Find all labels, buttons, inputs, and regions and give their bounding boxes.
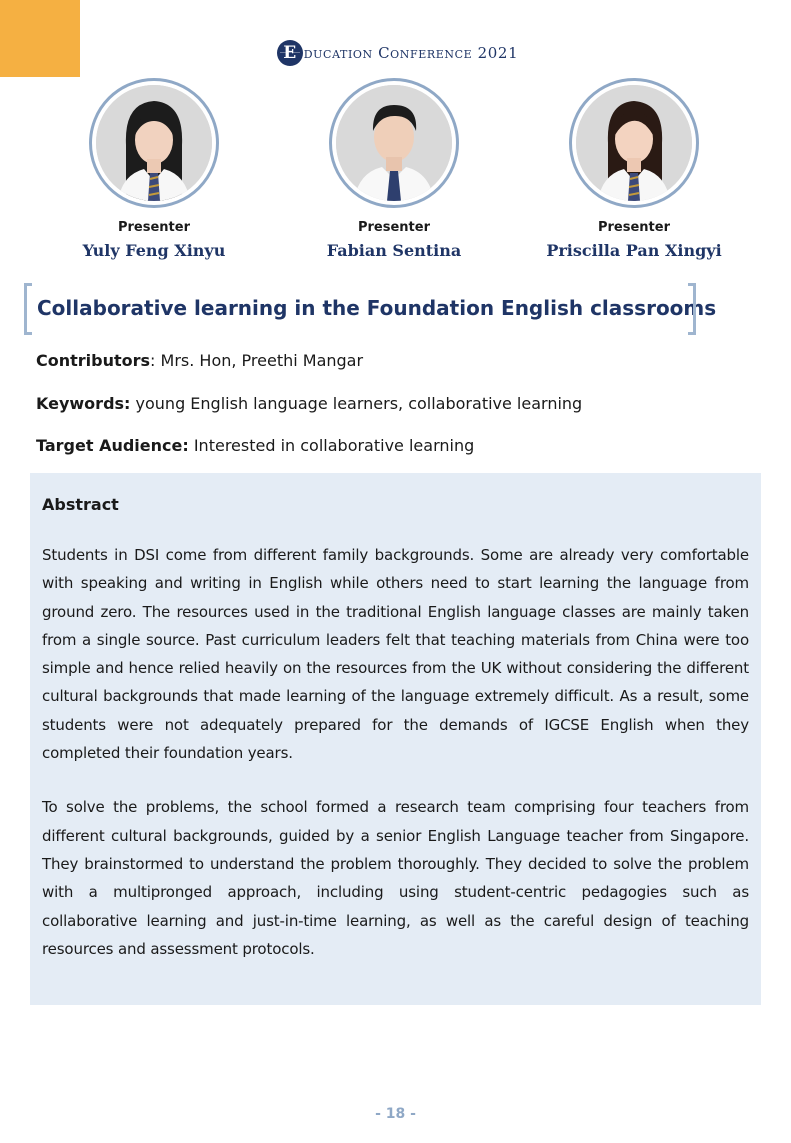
presenter-card-3 <box>524 78 744 260</box>
right-bracket <box>688 283 696 335</box>
presenter-photo-2 <box>336 85 452 201</box>
abstract-paragraph-1: Students in DSI come from different family backgrounds. Some are already very comfortable with speaking and writing in English while others need to start learning the language from ground zero. The resources used in the traditional English language classes are mainly taken from a single source. Past curriculum leaders felt that teaching materials from China were too simple and hence relied heavily on the resources from the UK without considering the different cultural backgrounds that made learning of the language extremely difficult. As a result, some students were not adequately prepared for the demands of IGCSE English when they completed their foundation years. <box>42 546 749 763</box>
conference-title: ducation Conference 2021 <box>303 44 519 62</box>
contributors-line <box>36 351 363 370</box>
contributors-value: : Mrs. Hon, Preethi Mangar <box>150 351 364 370</box>
left-bracket <box>24 283 32 335</box>
target-audience-line <box>36 436 474 455</box>
session-title-box <box>24 283 717 335</box>
portrait-ring <box>329 78 459 208</box>
contributors-label: Contributors <box>36 351 151 370</box>
conference-header <box>0 36 791 70</box>
presenter-card-1 <box>44 78 264 260</box>
portrait-ring <box>569 78 699 208</box>
presenter-photo-3 <box>576 85 692 201</box>
abstract-paragraph-2: To solve the problems, the school formed a research team comprising four teachers from different cultural backgrounds, guided by a senior English Language teacher from Singapore. They brainstormed to understand the problem thoroughly. They decided to solve the problem with a multipronged approach, including using student-centric pedagogies such as collaborative learning and just-in-time learning, as well as the careful design of teaching resources and assessment protocols. <box>42 798 749 958</box>
abstract-section <box>30 473 761 1005</box>
presenter-photo-1 <box>96 85 212 201</box>
keywords-label: Keywords: <box>36 394 131 413</box>
presenter-role: Presenter <box>117 220 190 235</box>
keywords-line <box>36 394 582 413</box>
presenter-role: Presenter <box>357 220 430 235</box>
presenter-name: Fabian Sentina <box>326 241 462 260</box>
page-number: - 18 - <box>375 1106 416 1122</box>
target-audience-value: Interested in collaborative learning <box>188 436 475 455</box>
presenter-card-2 <box>284 78 504 260</box>
conference-logo-icon <box>277 40 303 66</box>
presenter-name: Priscilla Pan Xingyi <box>546 241 722 260</box>
keywords-value: young English language learners, collaborative learning <box>130 394 583 413</box>
session-title: Collaborative learning in the Foundation English classrooms <box>37 296 717 320</box>
target-audience-label: Target Audience: <box>36 436 189 455</box>
portrait-ring <box>89 78 219 208</box>
logo-letter: E <box>283 43 297 63</box>
presenter-role: Presenter <box>597 220 670 235</box>
presenters-row <box>0 78 791 278</box>
abstract-heading: Abstract <box>42 495 119 514</box>
presenter-name: Yuly Feng Xinyu <box>82 241 226 260</box>
